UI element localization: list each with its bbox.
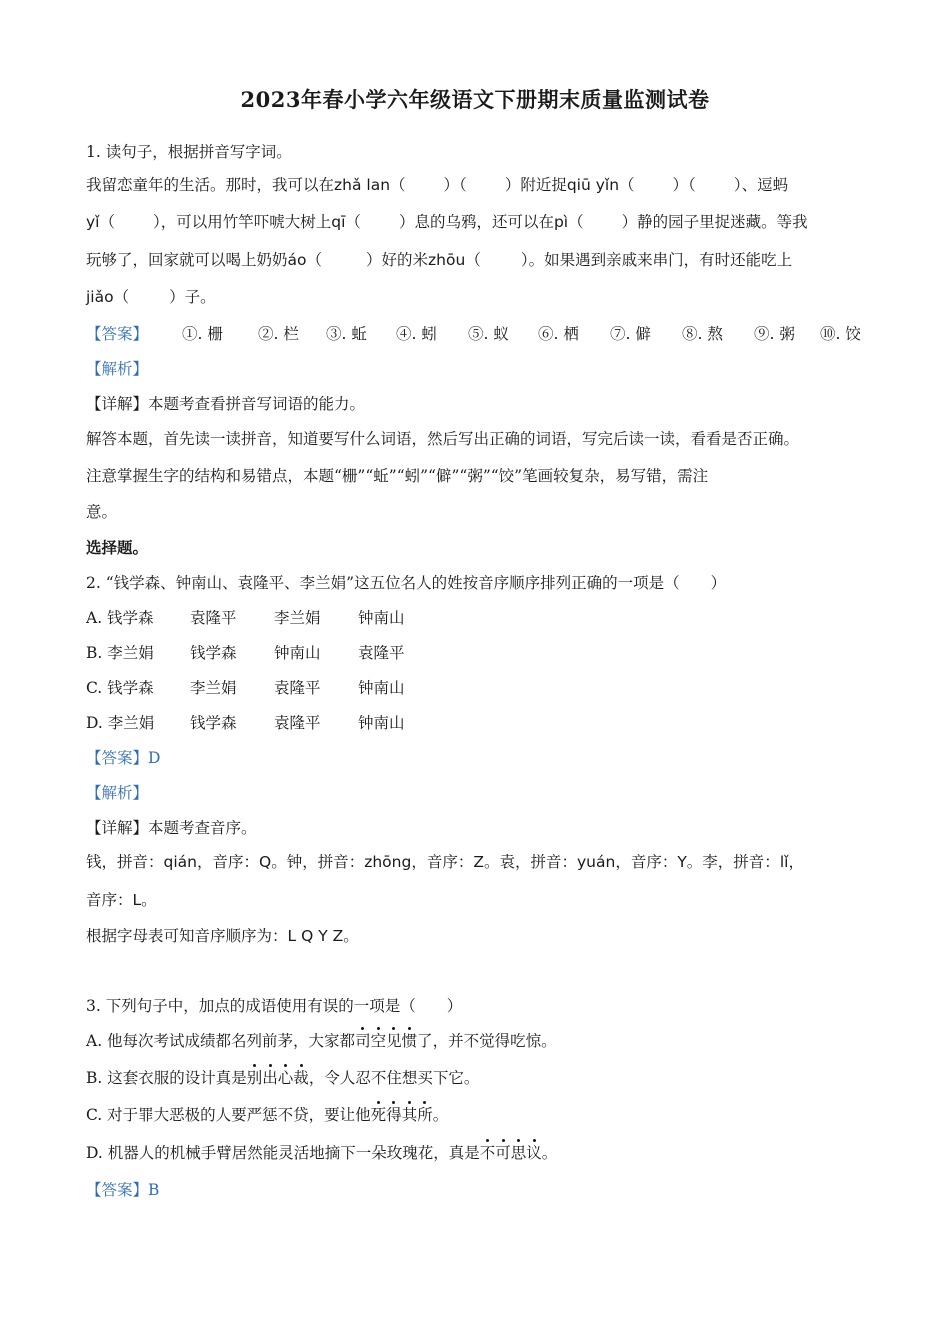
q2-option-b: B. 李兰娟 钱学森 钟南山 袁隆平 — [86, 644, 405, 662]
answer-label: 【答案】 — [86, 1181, 149, 1199]
q1-explanation-2: 注意掌握生字的结构和易错点，本题“栅”“蚯”“蚓”“僻”“粥”“饺”笔画较复杂，易写错，需注 — [86, 467, 709, 485]
answer-item: ⑧. 熬 — [682, 325, 723, 343]
dotted-char: 见 — [386, 1032, 402, 1050]
pinyin: qiū yǐn — [566, 176, 620, 194]
answer-item: ⑨. 粥 — [754, 325, 795, 343]
q1-analysis-label: 【解析】 — [86, 360, 149, 378]
dotted-char: 死 — [370, 1106, 387, 1124]
dotted-char: 司 — [355, 1032, 371, 1050]
dotted-idiom — [371, 1106, 433, 1124]
q2-option-a: A. 钱学森 袁隆平 李兰娟 钟南山 — [86, 609, 405, 627]
q3-option-c: C. 对于罪大恶极的人要严惩不贷，要让他死得其所。 — [86, 1106, 449, 1124]
answer-item: ②. 栏 — [258, 325, 299, 343]
q1-line-3: 玩够了，回家就可以喝上奶奶áo（ ）好的米zhōu（ ）。如果遇到亲戚来串门，有时还能吃上 — [86, 251, 793, 269]
answer-item: ⑦. 僻 — [610, 325, 651, 343]
q2-analysis-label: 【解析】 — [86, 784, 149, 802]
q1-detail: 【详解】本题考查看拼音写词语的能力。 — [86, 395, 366, 413]
dotted-char: 其 — [401, 1106, 418, 1124]
dotted-char: 惯 — [401, 1032, 418, 1050]
answer-item: ①. 栅 — [182, 325, 223, 343]
pinyin: qī — [331, 213, 346, 231]
answer-label: 【答案】 — [86, 749, 149, 767]
dotted-char: 思 — [510, 1144, 527, 1162]
section-heading: 选择题。 — [86, 538, 149, 557]
answer-label: 【答案】 — [86, 325, 149, 343]
q2-explanation-2: 音序：L。 — [86, 891, 157, 909]
dotted-idiom — [355, 1032, 417, 1050]
q2-explanation-1: 钱，拼音：qián，音序：Q。钟，拼音：zhōng，音序：Z。袁，拼音：yuán，音序：Y。李，拼音：lǐ， — [86, 853, 804, 871]
pinyin: zhōu — [428, 251, 466, 269]
dotted-char: 可 — [495, 1144, 511, 1162]
answer-item: ⑥. 栖 — [538, 325, 579, 343]
q1-explanation-1: 解答本题，首先读一读拼音，知道要写什么词语，然后写出正确的词语，写完后读一读，看看是否正确。 — [86, 430, 800, 448]
q3-prompt: 3. 下列句子中，加点的成语使用有误的一项是（ ） — [86, 997, 463, 1015]
dotted-char: 出 — [262, 1069, 278, 1087]
q2-option-c: C. 钱学森 李兰娟 袁隆平 钟南山 — [86, 679, 405, 697]
pinyin: pì — [553, 213, 569, 231]
pinyin: áo — [287, 251, 307, 269]
q1-prompt: 1. 读句子，根据拼音写字词。 — [86, 143, 292, 161]
q1-line-2: yǐ（ ），可以用竹竿吓唬大树上qī（ ）息的乌鸦，还可以在pì（ ）静的园子里捉迷藏。等我 — [86, 213, 808, 231]
dotted-char: 议 — [526, 1144, 542, 1162]
dotted-char: 裁 — [293, 1069, 309, 1087]
q3-answer — [86, 1180, 159, 1200]
answer-item: ③. 蚯 — [326, 325, 367, 343]
q2-detail: 【详解】本题考查音序。 — [86, 819, 257, 837]
q3-option-a: A. 他每次考试成绩都名列前茅，大家都司空见惯了，并不觉得吃惊。 — [86, 1032, 557, 1050]
q3-option-d: D. 机器人的机械手臂居然能灵活地摘下一朵玫瑰花，真是不可思议。 — [86, 1144, 558, 1162]
answer-value: D — [148, 749, 161, 767]
q2-option-d: D. 李兰娟 钱学森 袁隆平 钟南山 — [86, 714, 405, 732]
dotted-idiom — [247, 1069, 309, 1087]
dotted-char: 心 — [277, 1069, 294, 1087]
q3-option-b: B. 这套衣服的设计真是别出心裁，令人忍不住想买下它。 — [86, 1069, 480, 1087]
q2-answer — [86, 748, 160, 768]
dotted-char: 得 — [386, 1106, 402, 1124]
pinyin: yǐ — [86, 213, 100, 231]
q1-line-4: jiǎo（ ）子。 — [86, 288, 216, 306]
dotted-char: 所 — [417, 1106, 433, 1124]
dotted-char: 不 — [479, 1144, 496, 1162]
q1-explanation-3: 意。 — [86, 503, 118, 521]
dotted-idiom — [480, 1144, 542, 1162]
dotted-char: 别 — [246, 1069, 263, 1087]
answer-value: B — [148, 1181, 160, 1199]
q2-explanation-3: 根据字母表可知音序顺序为：L Q Y Z。 — [86, 927, 359, 945]
pinyin: jiǎo — [86, 288, 114, 306]
answer-item: ⑤. 蚁 — [468, 325, 509, 343]
q1-line-1: 我留恋童年的生活。那时，我可以在zhǎ lan（ ）（ ）附近捉qiū yǐn（ ）（ ）、逗蚂 — [86, 176, 789, 194]
answer-item: ④. 蚓 — [396, 325, 437, 343]
q2-prompt: 2. “钱学森、钟南山、袁隆平、李兰娟”这五位名人的姓按音序顺序排列正确的一项是（ ） — [86, 574, 727, 592]
page-title: 2023年春小学六年级语文下册期末质量监测试卷 — [240, 87, 710, 112]
answer-item: ⑩. 饺 — [820, 325, 861, 343]
pinyin: zhǎ lan — [334, 176, 391, 194]
dotted-char: 空 — [370, 1032, 387, 1050]
